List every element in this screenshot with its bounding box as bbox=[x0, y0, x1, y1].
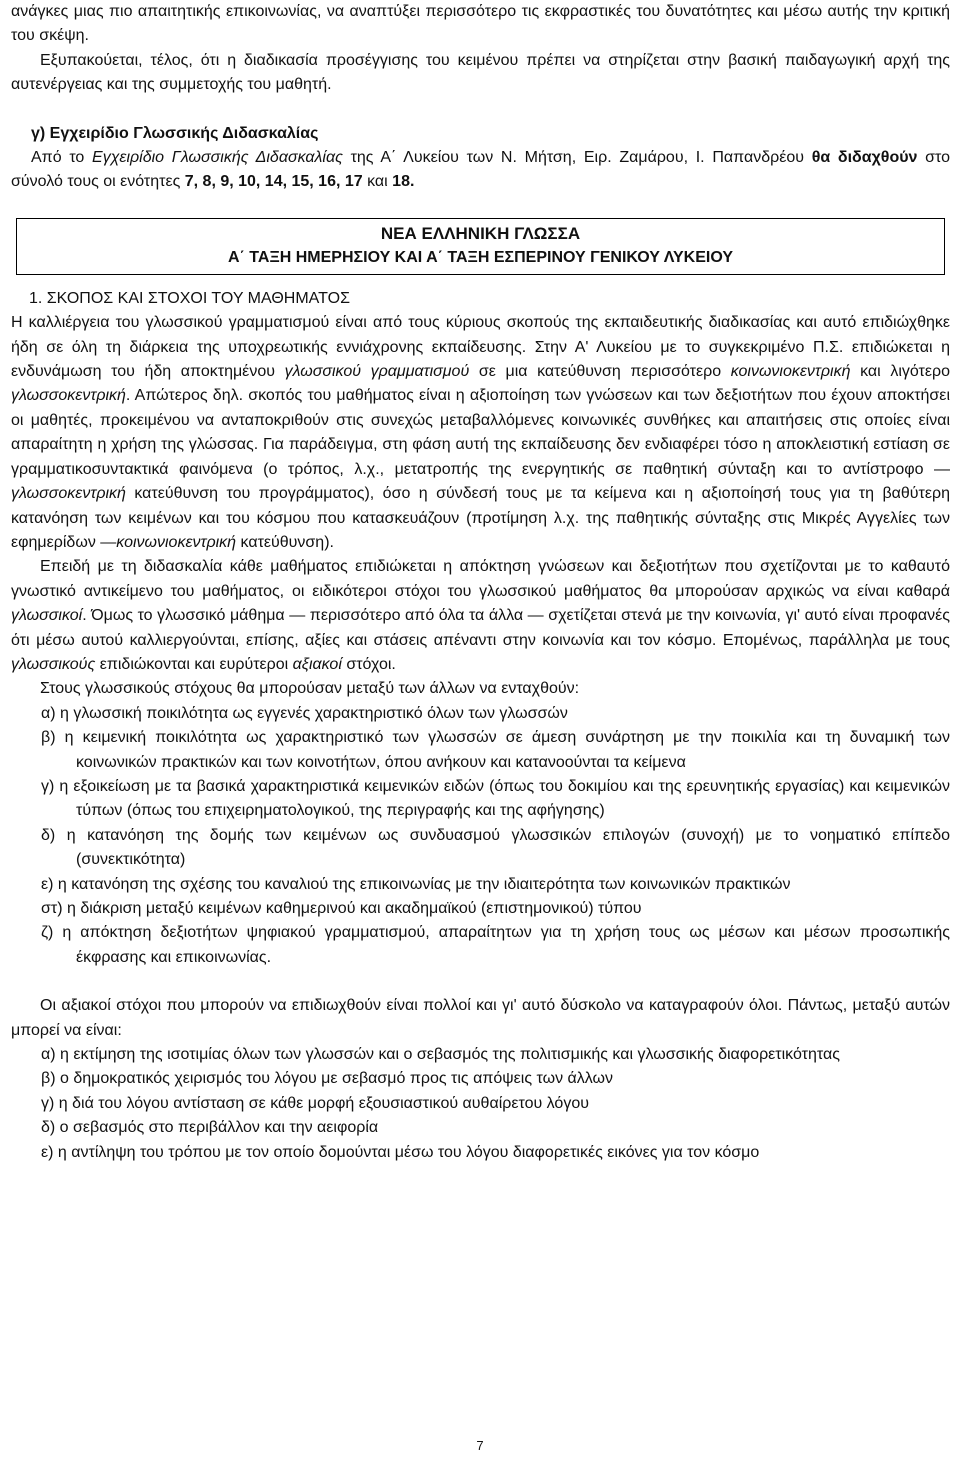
last-unit-number: 18. bbox=[392, 173, 415, 191]
intro-paragraph: Εξυπακούεται, τέλος, ότι η διαδικασία προσέγγισης του κειμένου πρέπει να στηρίζεται στην βασική παιδαγωγική αρχή της αυτενέργειας και της συμμετοχής του μαθητή. bbox=[11, 51, 950, 94]
section-g-text-c: της Α΄ Λυκείου των Ν. Μήτση, Ειρ. Ζαμάρου, Ι. Παπανδρέου bbox=[342, 149, 812, 167]
emphasis-text: γλωσσικούς bbox=[11, 655, 96, 673]
value-goals-list bbox=[11, 1043, 950, 1165]
goals-paragraph-2 bbox=[11, 555, 950, 677]
list-item: ε) η κατανόηση της σχέσης του καναλιού της επικοινωνίας με την ιδιαιτερότητα των κοινωνικών πρακτικών bbox=[41, 875, 791, 893]
paragraph-text: σε μια κατεύθυνση περισσότερο bbox=[469, 363, 731, 381]
list-item: ε) η αντίληψη του τρόπου με τον οποίο δομούνται μέσω του λόγου διαφορετικές εικόνες για τον κόσμο bbox=[41, 1143, 760, 1161]
emphasis-text: κοινωνιοκεντρική bbox=[730, 363, 851, 381]
section-g-text-e: στο σύνολό τους οι ενότητες bbox=[11, 149, 951, 191]
list-item: δ) η κατανόηση της δομής των κειμένων ως συνδυασμού γλωσσικών επιλογών (συνοχή) με το νοηματικό επίπεδο (συνεκτικότητα) bbox=[41, 826, 950, 869]
paragraph-text: κατεύθυνση). bbox=[236, 533, 334, 551]
manual-title: Εγχειρίδιο Γλωσσικής Διδασκαλίας bbox=[92, 149, 343, 167]
paragraph-text: επιδιώκονται και ευρύτεροι bbox=[95, 655, 293, 673]
emphasis-text: γλωσσοκεντρική bbox=[11, 387, 126, 405]
list-item: β) η κειμενική ποικιλότητα ως χαρακτηριστικό των γλωσσών σε άμεση συνάρτηση με την ποικιλία και τη δυναμική των κοινωνικών πρακτικών και των κοινοτήτων, όπου ανήκουν και κατανοούνται τα κείμενα bbox=[41, 729, 950, 771]
paragraph-text: Επειδή με τη διδασκαλία κάθε μαθήματος επιδιώκεται η απόκτηση γνώσεων και δεξιοτήτων που σχετίζονται με το καθαυτό γνωστικό αντικείμενο του μαθήματος, οι ειδικότεροι στόχοι του γλωσσικού μαθήματος θα μπορούσαν αρχικώς να είναι καθαρά bbox=[11, 558, 950, 600]
linguistic-goals-list bbox=[11, 702, 950, 970]
will-be-taught: θα διδαχθούν bbox=[811, 149, 918, 167]
goals-paragraph-1 bbox=[11, 311, 950, 555]
goals-heading: 1. ΣΚΟΠΟΣ ΚΑΙ ΣΤΟΧΟΙ ΤΟΥ ΜΑΘΗΜΑΤΟΣ bbox=[29, 289, 350, 307]
page-number: 7 bbox=[476, 1438, 484, 1453]
paragraph-text: Η καλλιέργεια του γλωσσικού γραμματισμού είναι από τους κύριους σκοπούς της εκπαιδευτικής διαδικασίας και αυτό επιδιώχθηκε ήδη σε όλη τη διάρκεια της υποχρεωτικής εννιάχρονης εκπαίδευσης. Στην Α' Λυκείου με το συγκεκριμένο Π.Σ. επιδιώκεται η ενδυνάμωση του ήδη αποκτημένου bbox=[11, 314, 950, 381]
list-item: στ) η διάκριση μεταξύ κειμένων καθημερινού και ακαδημαϊκού (επιστημονικού) τύπου bbox=[41, 900, 642, 917]
list-item: α) η εκτίμηση της ισοτιμίας όλων των γλωσσών και ο σεβασμός της πολιτισμικής και γλωσσικής διαφορετικότητας bbox=[41, 1046, 840, 1064]
list-item: δ) ο σεβασμός στο περιβάλλον και την αειφορία bbox=[41, 1119, 379, 1137]
paragraph-text: και λιγότερο bbox=[850, 363, 951, 381]
linguistic-goals-intro: Στους γλωσσικούς στόχους θα μπορούσαν μεταξύ των άλλων να ενταχθούν: bbox=[40, 680, 580, 698]
section-g-paragraph bbox=[11, 146, 950, 195]
emphasis-text: αξιακοί bbox=[292, 655, 342, 673]
section-g-text-a: Από το bbox=[31, 149, 93, 167]
paragraph-text: . Απώτερος δηλ. σκοπός του μαθήματος είναι η αξιοποίηση των γνώσεων και των δεξιοτήτων που έχουν αποκτήσει οι μαθητές, προκειμένου να ανταποκριθούν στις συνεχώς μεταβαλλόμενες κοινωνικές συνθήκες και απαιτήσεις στις οποίες είναι απαραίτητη η χρήση της γλώσσας. Για παράδειγμα, στη φάση αυτή της εκπαίδευσης δεν ενδιαφέρει τόσο η αποκλειστική εστίαση σε γραμματικοσυντακτικά φαινόμενα (ο τρόπος, λ.χ., μετατροπής της ενεργητικής σε παθητική σύνταξη και το αντίστροφο — bbox=[11, 387, 950, 478]
value-goals-intro: Οι αξιακοί στόχοι που μπορούν να επιδιωχθούν είναι πολλοί και γι' αυτό δύσκολο να καταγραφούν όλοι. Πάντως, μεταξύ αυτών μπορεί να είναι: bbox=[11, 997, 950, 1039]
list-item: α) η γλωσσική ποικιλότητα ως εγγενές χαρακτηριστικό όλων των γλωσσών bbox=[41, 704, 568, 722]
emphasis-text: γλωσσικού γραμματισμού bbox=[284, 363, 470, 381]
list-item: γ) η εξοικείωση με τα βασικά χαρακτηριστικά κειμενικών ειδών (όπως του δοκιμίου και της ερευνητικής εργασίας) και κειμενικών τύπων (όπως του επιχειρηματολογικού, της περιγραφής και της αφήγησης) bbox=[41, 777, 950, 820]
section-g-text-g: και bbox=[362, 173, 393, 191]
list-item: ζ) η απόκτηση δεξιοτήτων ψηφιακού γραμματισμού, απαραίτητων για τη χρήση τους ως μέσων και μέσων προσωπικής έκφρασης και επικοινωνίας. bbox=[41, 924, 950, 966]
course-subtitle: Α΄ ΤΑΞΗ ΗΜΕΡΗΣΙΟΥ ΚΑΙ Α΄ ΤΑΞΗ ΕΣΠΕΡΙΝΟΥ ΓΕΝΙΚΟΥ ΛΥΚΕΙΟΥ bbox=[227, 248, 734, 266]
list-item: β) ο δημοκρατικός χειρισμός του λόγου με σεβασμό προς τις απόψεις των άλλων bbox=[41, 1070, 614, 1088]
course-title: ΝΕΑ ΕΛΛΗΝΙΚΗ ΓΛΩΣΣΑ bbox=[380, 223, 581, 243]
emphasis-text: γλωσσοκεντρική bbox=[11, 485, 126, 503]
paragraph-text: κατεύθυνση του προγράμματος), όσο η σύνδεσή τους με τα κείμενα και η αξιοποίησή τους για τη βαθύτερη κατανόηση των κειμένων και του κόσμου που κατασκευάζουν (προτίμηση λ.χ. της παθητικής σύνταξης στις Μικρές Αγγελίες των εφημερίδων — bbox=[11, 485, 950, 551]
emphasis-text: γλωσσικοί bbox=[11, 607, 83, 625]
unit-numbers: 7, 8, 9, 10, 14, 15, 16, 17 bbox=[184, 173, 363, 191]
paragraph-text: . Όμως το γλωσσικό μάθημα — περισσότερο από όλα τα άλλα — σχετίζεται στενά με την κοινωνία, γι' αυτό είναι προφανές ότι μέσω αυτού καλλιεργούνται, επίσης, αξίες και στάσεις απέναντι στην κοινωνία και τον κόσμο. Επομένως, παράλληλα με τους bbox=[11, 607, 950, 649]
section-heading-g: γ) Εγχειρίδιο Γλωσσικής Διδασκαλίας bbox=[31, 124, 319, 142]
intro-line: ανάγκες μιας πιο απαιτητικής επικοινωνίας, να αναπτύξει περισσότερο τις εκφραστικές του δυνατότητες και μέσω αυτής την κριτική του σκέψη. bbox=[11, 3, 950, 45]
paragraph-text: στόχοι. bbox=[341, 655, 396, 673]
emphasis-text: κοινωνιοκεντρική bbox=[116, 533, 237, 551]
list-item: γ) η διά του λόγου αντίσταση σε κάθε μορφή εξουσιαστικού αυθαίρετου λόγου bbox=[41, 1094, 589, 1112]
course-title-box bbox=[16, 218, 945, 275]
